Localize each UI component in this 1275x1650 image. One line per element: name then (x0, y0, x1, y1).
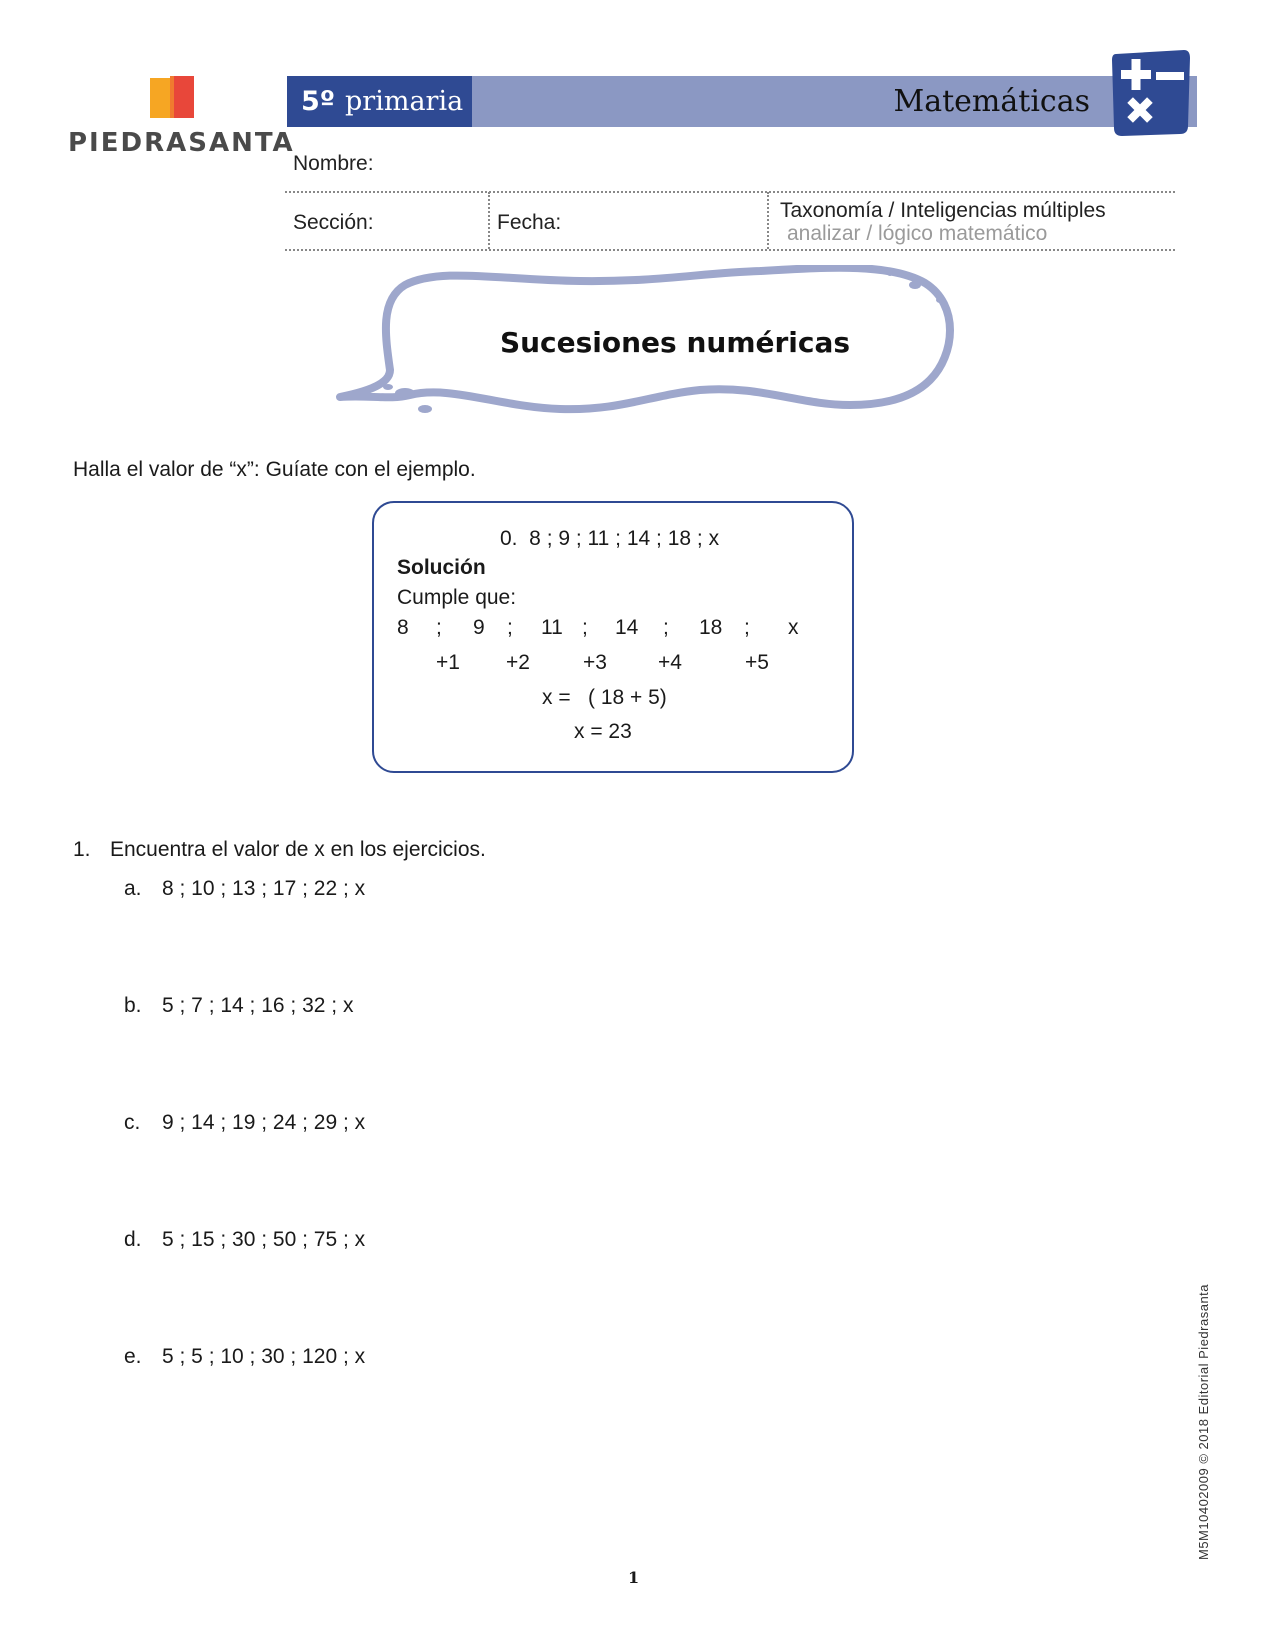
divider (488, 192, 490, 249)
instruction-text: Halla el valor de “x”: Guíate con el ejemplo. (73, 458, 476, 481)
worksheet-title: Sucesiones numéricas (499, 326, 851, 359)
item-sequence: 9 ; 14 ; 19 ; 24 ; 29 ; x (162, 1111, 366, 1134)
divider (767, 192, 769, 249)
solution-label: Solución (397, 556, 486, 579)
equation-lhs: x = (542, 686, 571, 709)
difference-label: +1 (436, 651, 460, 674)
equation-result: x = 23 (574, 720, 632, 743)
logo-wordmark: PIEDRASANTA (68, 128, 295, 158)
difference-label: +3 (583, 651, 607, 674)
date-label: Fecha: (497, 211, 562, 234)
rule-label: Cumple que: (397, 586, 517, 609)
difference-label: +5 (745, 651, 769, 674)
book-logo-icon (148, 72, 200, 124)
item-sequence: 8 ; 10 ; 13 ; 17 ; 22 ; x (162, 877, 366, 900)
example-sequence: 0. 8 ; 9 ; 11 ; 14 ; 18 ; x (500, 527, 720, 550)
grade-label: primaria (345, 86, 464, 117)
difference-label: +4 (658, 651, 682, 674)
item-letter: c. (124, 1111, 141, 1134)
sequence-term: 11 (541, 616, 563, 639)
grade-badge (287, 76, 472, 127)
sequence-term: 9 (473, 616, 485, 639)
item-letter: a. (124, 877, 142, 900)
item-letter: b. (124, 994, 142, 1017)
exercise-number: 1. (73, 838, 91, 861)
sequence-separator: ; (507, 616, 513, 639)
item-letter: e. (124, 1345, 142, 1368)
sequence-term: 14 (615, 616, 639, 639)
subject-title: Matemáticas (893, 84, 1090, 119)
difference-label: +2 (506, 651, 530, 674)
name-label: Nombre: (293, 152, 374, 175)
item-sequence: 5 ; 7 ; 14 ; 16 ; 32 ; x (162, 994, 354, 1017)
taxonomy-title: Taxonomía / Inteligencias múltiples (780, 199, 1106, 222)
section-label: Sección: (293, 211, 374, 234)
grade-number: 5º (301, 86, 336, 117)
sequence-separator: ; (436, 616, 442, 639)
equation-rhs: ( 18 + 5) (588, 686, 667, 709)
fields-bottom-line (285, 249, 1175, 251)
sequence-separator: ; (744, 616, 750, 639)
sequence-term: x (788, 616, 799, 639)
taxonomy-value: analizar / lógico matemático (787, 222, 1048, 245)
sequence-separator: ; (663, 616, 669, 639)
name-line[interactable] (285, 191, 1175, 193)
item-sequence: 5 ; 5 ; 10 ; 30 ; 120 ; x (162, 1345, 366, 1368)
sequence-term: 8 (397, 616, 409, 639)
item-sequence: 5 ; 15 ; 30 ; 50 ; 75 ; x (162, 1228, 366, 1251)
math-operations-icon (1110, 48, 1190, 138)
exercise-prompt: Encuentra el valor de x en los ejercicios. (110, 838, 486, 861)
page-number: 1 (628, 1568, 640, 1587)
sequence-separator: ; (582, 616, 588, 639)
copyright-text: M5M10402009 © 2018 Editorial Piedrasanta (1196, 1283, 1211, 1560)
piedrasanta-logo (68, 72, 295, 164)
item-letter: d. (124, 1228, 142, 1251)
sequence-term: 18 (699, 616, 723, 639)
